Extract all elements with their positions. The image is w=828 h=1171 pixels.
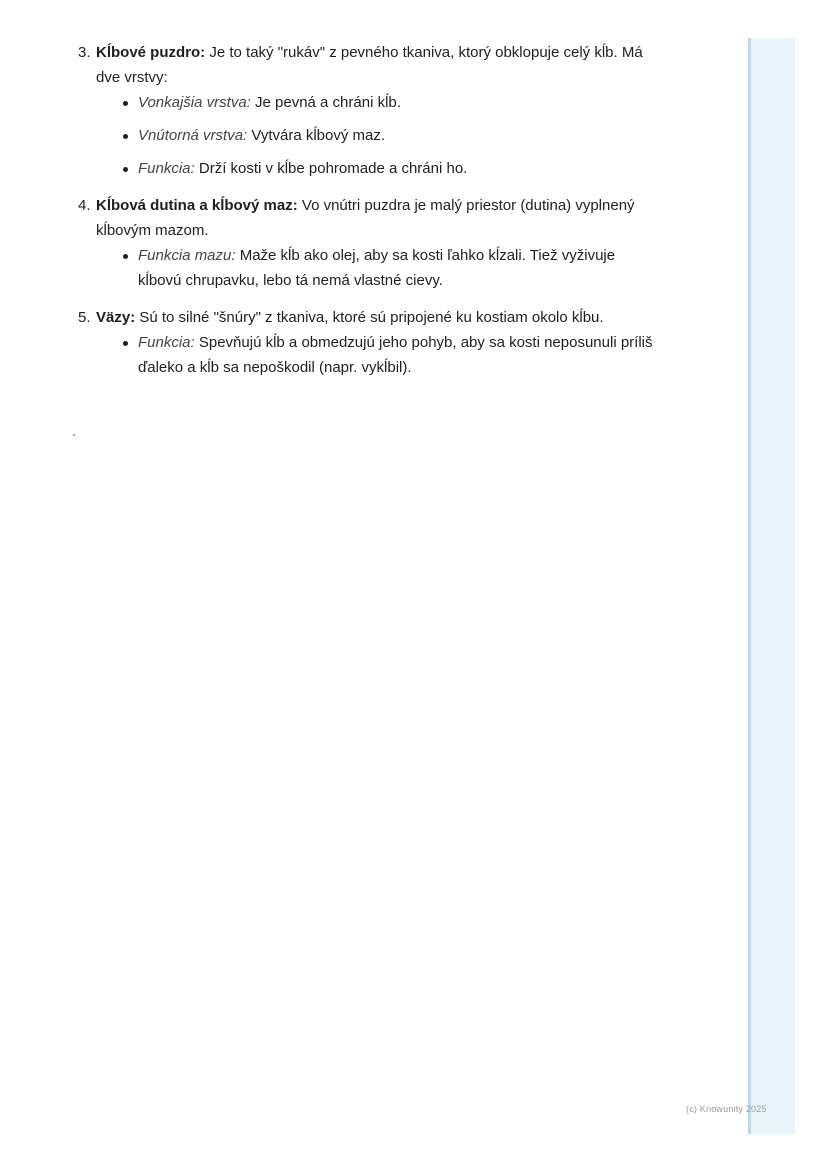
- bullet-item: [120, 90, 658, 115]
- bullet-item: [120, 243, 658, 293]
- bullet-label: Vnútorná vrstva:: [138, 127, 248, 144]
- bullet-text: Maže kĺb ako olej, aby sa kosti ľahko kĺzali. Tiež vyživuje kĺbovú chrupavku, lebo tá nemá vlastné cievy.: [138, 247, 616, 289]
- bullet-label: Funkcia:: [138, 334, 195, 351]
- item-heading: [96, 193, 658, 243]
- bullet-text: Vytvára kĺbový maz.: [247, 127, 386, 144]
- bullet-item: [120, 330, 658, 380]
- bullet-item: [120, 156, 658, 181]
- item-title: Väzy:: [96, 309, 136, 326]
- item-text: Je to taký "rukáv" z pevného tkaniva, ktorý obklopuje celý kĺb. Má dve vrstvy:: [96, 44, 643, 86]
- bullet-list: [96, 90, 658, 181]
- item-text: Vo vnútri puzdra je malý priestor (dutina) vyplnený kĺbovým mazom.: [96, 197, 635, 239]
- bullet-list: [96, 243, 658, 293]
- copyright-footer: (c) Knowunity 2025: [686, 1104, 767, 1114]
- bullet-text: Drží kosti v kĺbe pohromade a chráni ho.: [194, 160, 468, 177]
- bullet-text: Spevňujú kĺb a obmedzujú jeho pohyb, aby sa kosti neposunuli príliš ďaleko a kĺb sa nepoškodil (napr. vykĺbil).: [138, 334, 653, 376]
- item-number: 4.: [78, 197, 91, 214]
- bullet-label: Funkcia mazu:: [138, 247, 236, 264]
- bullet-item: [120, 123, 658, 148]
- item-number: 5.: [78, 309, 91, 326]
- bullet-list: [96, 330, 658, 380]
- item-number: 3.: [78, 44, 91, 61]
- stray-mark: `: [72, 432, 76, 446]
- item-title: Kĺbová dutina a kĺbový maz:: [96, 197, 298, 214]
- bullet-label: Vonkajšia vrstva:: [138, 94, 251, 111]
- item-title: Kĺbové puzdro:: [96, 44, 206, 61]
- bullet-label: Funkcia:: [138, 160, 195, 177]
- list-item: [78, 193, 658, 293]
- side-margin-bar: [748, 38, 795, 1134]
- numbered-list: [78, 40, 658, 380]
- list-item: [78, 305, 658, 380]
- item-text: Sú to silné "šnúry" z tkaniva, ktoré sú pripojené ku kostiam okolo kĺbu.: [135, 309, 604, 326]
- bullet-text: Je pevná a chráni kĺb.: [250, 94, 401, 111]
- document-content: [78, 40, 658, 392]
- item-heading: [96, 40, 658, 90]
- item-heading: [96, 305, 658, 330]
- list-item: [78, 40, 658, 181]
